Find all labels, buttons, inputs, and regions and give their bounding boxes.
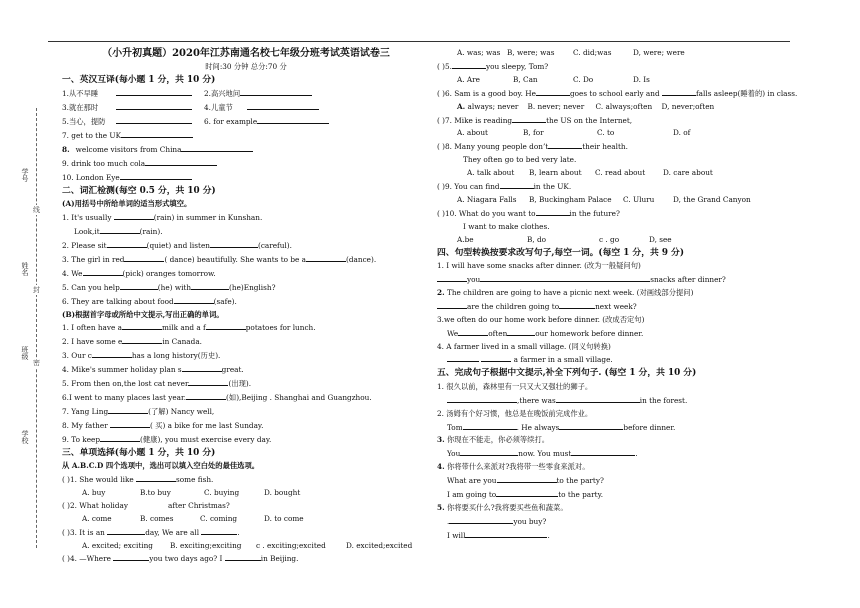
question-1: ( )1. She would like some fish. (62, 474, 214, 484)
answer-blank[interactable] (460, 447, 518, 456)
list-item: 6. They are talking about food (safe). (62, 296, 237, 306)
answer-blank[interactable] (174, 295, 214, 304)
answer-blank[interactable] (92, 349, 132, 358)
complete-5: 5. 你将要买什么?我将要买些鱼和蔬菜。 (437, 503, 568, 512)
question-3: ( )3. It is an day, We are all . (62, 527, 240, 537)
part-a-instruction: (A)用括号中所给单词的适当形式填空。 (62, 199, 192, 209)
answer-blank[interactable] (116, 115, 192, 124)
answer-blank[interactable] (496, 488, 558, 497)
answer-blank[interactable] (240, 87, 312, 96)
answer-blank[interactable] (449, 515, 513, 524)
answer-blank[interactable] (83, 267, 123, 276)
answer-blank[interactable] (124, 253, 164, 262)
section-1-heading: 一、英汉互译(每小题 1 分，共 10 分) (62, 74, 216, 85)
answer-blank[interactable] (571, 447, 635, 456)
answer-blank[interactable] (121, 129, 193, 138)
question-8-options: A. talk about B, learn about C. read about D. care about (467, 168, 713, 178)
complete-2-answer: Tom . He always before dinner. (447, 422, 676, 432)
complete-2: 2. 汤姆有个好习惯，他总是在晚饭前完成作业。 (437, 408, 593, 418)
complete-5-answer-1: . you buy? (447, 516, 547, 526)
answer-blank[interactable] (559, 421, 623, 430)
answer-blank[interactable] (437, 300, 467, 309)
list-item: 3. Our c has a long history(历史). (62, 351, 221, 361)
answer-blank[interactable] (181, 143, 253, 152)
label-student-id: 学号 (21, 168, 29, 182)
complete-4-answer-2: I am going to to the party. (447, 490, 604, 500)
answer-blank[interactable] (108, 405, 148, 414)
answer-blank[interactable] (122, 335, 162, 344)
mark-secret: 密 (33, 359, 40, 367)
list-item: 6.I went to many places last year. (如),Beijing . Shanghai and Guangzhou. (62, 392, 372, 402)
transform-2: 2. The children are going to have a picnic next week. (对画线部分提问) (437, 287, 694, 297)
part-b-instruction: (B)根据首字母或所给中文提示,写出正确的单词。 (62, 309, 224, 319)
label-name: 姓名 (21, 262, 29, 276)
question-10: ( )10. What do you want to in the future? (437, 208, 620, 218)
list-item: 2. I have some e in Canada. (62, 337, 202, 347)
question-9: ( )9. You can find in the UK. (437, 182, 572, 192)
transform-4: 4. A farmer lived in a small village. (同义句转换) (437, 341, 611, 351)
answer-blank[interactable] (113, 552, 149, 561)
answer-blank[interactable] (556, 394, 640, 403)
transform-3-answer: We often our homework before dinner. (447, 328, 644, 338)
list-item: 8. My father ( 买) a bike for me last Sunday. (62, 420, 264, 430)
list-item: 5.当心，提防 6. for example (62, 115, 430, 129)
list-item: 1. It's usually (rain) in summer in Kunshan. (62, 213, 263, 223)
answer-blank[interactable] (463, 421, 517, 430)
complete-3: 3. 你现在不能走，你必须等续打。 (437, 435, 550, 445)
section-3-instruction: 从 A.B.C.D 四个选项中，选出可以填入空白处的最佳选项。 (62, 461, 260, 471)
binding-margin (0, 0, 58, 608)
question-7-options: A. about B, for C. to D. of (457, 128, 691, 138)
answer-blank[interactable] (116, 87, 192, 96)
answer-blank[interactable] (559, 300, 595, 309)
answer-blank[interactable] (500, 180, 534, 189)
question-5-options: A. Are B, Can C. Do D. Is (457, 74, 650, 84)
question-7: ( )7. Mike is reading the US on the Internet, (437, 115, 633, 125)
question-4-options: A. was; was B, were; was C. did;was D, were; were (457, 48, 685, 57)
list-item: 1. I often have a milk and a f potatoes for lunch. (62, 323, 316, 333)
mark-seal: 封 (33, 286, 40, 294)
answer-blank[interactable] (116, 101, 192, 110)
answer-blank[interactable] (191, 281, 229, 290)
answer-blank[interactable] (507, 327, 535, 336)
cut-line (36, 108, 37, 548)
answer-blank[interactable] (548, 140, 582, 149)
answer-blank[interactable] (225, 552, 261, 561)
answer-blank[interactable] (120, 281, 158, 290)
transform-2-answer: are the children going to next week? (437, 300, 817, 314)
answer-blank[interactable] (206, 321, 246, 330)
question-9-options: A. Niagara Falls B, Buckingham Palace C. Uluru D, the Grand Canyon (457, 194, 751, 204)
left-column (62, 47, 430, 566)
answer-blank[interactable] (536, 87, 570, 96)
question-5: ( )5. you sleepy, Tom? (437, 61, 549, 71)
list-item: 7. Yang Ling (了解) Nancy well, (62, 406, 215, 416)
complete-5-answer-2: I will . (447, 530, 550, 540)
complete-1-answer: ,there was in the forest. (437, 394, 817, 408)
answer-blank[interactable] (257, 115, 329, 124)
answer-blank[interactable] (458, 327, 488, 336)
exam-info: 时间:30 分钟 总分:70 分 (205, 62, 287, 71)
question-8: ( )8. Many young people don’t their health. (437, 142, 628, 152)
answer-blank[interactable] (114, 211, 154, 220)
section-3-heading: 三、单项选择(每小题 1 分，共 10 分) (62, 447, 216, 458)
transform-1: 1. I will have some snacks after dinner. (改为一般疑问句) (437, 261, 641, 271)
answer-blank[interactable] (120, 171, 192, 180)
answer-blank[interactable] (447, 353, 479, 362)
answer-blank[interactable] (536, 207, 570, 216)
transform-4-answer: a farmer in a small village. (437, 353, 817, 367)
list-item: 7. get to the UK (62, 129, 430, 143)
complete-3-answer: You now. You must . (447, 449, 638, 459)
list-item: Look,it (rain). (74, 227, 163, 237)
question-10-options: A.be B, do c . go D, see (457, 234, 672, 244)
question-2: ( )2. What holiday after Christmas? (62, 500, 230, 510)
transform-1-answer: you snacks after dinner? (437, 273, 817, 287)
section-2-heading: 二、词汇检测(每空 0.5 分，共 10 分) (62, 185, 216, 196)
list-item: 9. drink too much cola (62, 157, 430, 171)
answer-blank[interactable] (437, 273, 467, 282)
label-class: 班级 (21, 346, 29, 360)
list-item: 9. To keep (健康), you must exercise every day. (62, 434, 272, 444)
right-column (437, 47, 817, 543)
question-3-options: A. excited; exciting B. exciting;exciting c . exciting;excited D. excited;excited (82, 540, 413, 550)
answer-blank[interactable] (107, 239, 147, 248)
top-rule (48, 41, 790, 42)
answer-blank[interactable] (512, 114, 546, 123)
question-2-options: A. come B. comes C. coming D. to come (82, 513, 304, 523)
answer-blank[interactable] (100, 433, 140, 442)
list-item: 3. The girl in red ( dance) beautifully. She wants to be a (dance). (62, 254, 377, 264)
answer-blank[interactable] (145, 157, 217, 166)
mark-line: 线 (33, 206, 40, 214)
question-6: ( )6. Sam is a good boy. He goes to school early and falls asleep(睡着的) in class. (437, 88, 798, 98)
exam-title: （小升初真题）2020年江苏南通名校七年级分班考试英语试卷三 (102, 48, 390, 59)
answer-blank[interactable] (201, 526, 237, 535)
answer-blank[interactable] (447, 394, 517, 403)
list-item: 8. welcome visitors from China (62, 143, 430, 157)
answer-blank[interactable] (188, 377, 228, 386)
answer-blank[interactable] (107, 526, 145, 535)
label-school: 学校 (21, 430, 29, 444)
answer-blank[interactable] (465, 529, 547, 538)
answer-blank[interactable] (662, 87, 696, 96)
question-1-options: A. buy B.to buy C. buying D. bought (82, 487, 301, 497)
list-item: 4. Mike's summer holiday plan s great. (62, 365, 244, 375)
answer-blank[interactable] (247, 101, 319, 110)
answer-blank[interactable] (480, 273, 650, 282)
answer-blank[interactable] (452, 60, 486, 69)
list-item: 5. From then on,the lost cat never (出现). (62, 379, 252, 389)
list-item: 3.就在那时 4.儿童节 (62, 101, 430, 115)
complete-1: 1. 很久以前，森林里有一只又大又强壮的狮子。 (437, 381, 593, 391)
answer-blank[interactable] (122, 321, 162, 330)
list-item: 5. Can you help (he) with (he)English? (62, 282, 276, 292)
complete-4-answer-1: What are you to the party? (447, 476, 604, 486)
answer-blank[interactable] (186, 391, 226, 400)
transform-3: 3.we often do our home work before dinner. (改成否定句) (437, 314, 645, 324)
question-6-options: A. always; never B. never; never C. always;often D, never;often (457, 101, 715, 111)
answer-blank[interactable] (100, 225, 140, 234)
answer-blank[interactable] (481, 353, 511, 362)
answer-blank[interactable] (497, 474, 557, 483)
question-8-context: They often go to bed very late. (463, 155, 577, 165)
list-item: 4. We (pick) oranges tomorrow. (62, 268, 216, 278)
answer-blank[interactable] (210, 239, 258, 248)
list-item: 2. Please sit (quiet) and listen (careful). (62, 240, 292, 250)
answer-blank[interactable] (306, 253, 346, 262)
answer-blank[interactable] (182, 363, 222, 372)
section-4-heading: 四、句型转换按要求改写句子,每空一词。(每空 1 分，共 9 分) (437, 247, 685, 258)
answer-blank[interactable] (110, 419, 150, 428)
question-10-context: I want to make clothes. (463, 221, 550, 231)
list-item: 10. London Eye (62, 171, 430, 185)
question-4: ( )4. —Where you two days ago? I in Beijing. (62, 554, 299, 564)
section-5-heading: 五、完成句子根据中文提示,补全下列句子. (每空 1 分，共 10 分) (437, 368, 697, 379)
answer-blank[interactable] (136, 473, 176, 482)
list-item: 1.从不早睡 2.高兴地问 (62, 87, 430, 101)
complete-4: 4. 你将带什么来派对?我将带一些零食来派对。 (437, 462, 590, 472)
